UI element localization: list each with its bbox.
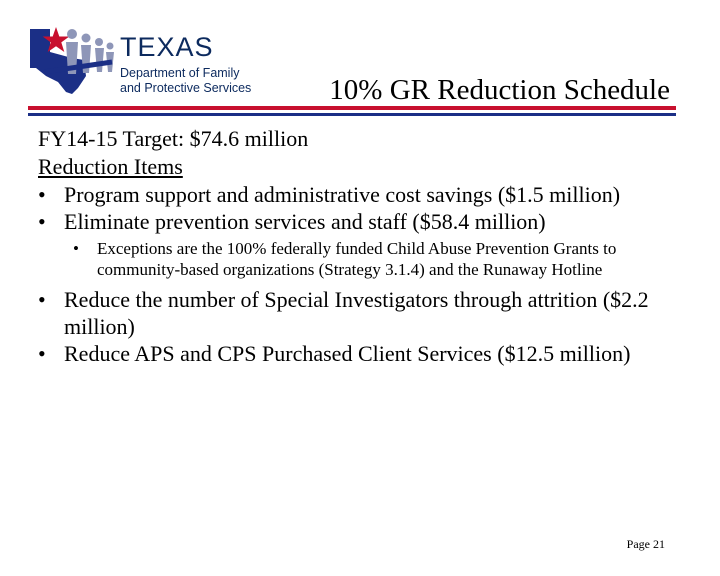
target-line: FY14-15 Target: $74.6 million	[38, 126, 309, 151]
slide-body	[38, 125, 678, 367]
list-item	[38, 208, 678, 235]
list-item-text: Eliminate prevention services and staff ($58.4 million)	[64, 209, 546, 234]
logo-line-services: and Protective Services	[120, 81, 252, 95]
list-item	[38, 340, 678, 367]
list-item	[38, 181, 678, 208]
bullet-icon: •	[38, 341, 46, 366]
bullet-icon: •	[73, 239, 79, 258]
logo-title: TEXAS	[120, 32, 214, 62]
title-rule-blue	[28, 113, 676, 116]
logo-line-department: Department of Family	[120, 66, 240, 80]
texas-family-emblem	[28, 24, 118, 104]
list-item-text: Reduce APS and CPS Purchased Client Services ($12.5 million)	[64, 341, 631, 366]
list-item-text: Reduce the number of Special Investigators through attrition ($2.2 million)	[64, 287, 649, 339]
dfps-logo	[28, 24, 278, 104]
reduction-list	[38, 181, 678, 367]
list-item-text: Program support and administrative cost savings ($1.5 million)	[64, 182, 621, 207]
sub-list-item-text: Exceptions are the 100% federally funded Child Abuse Prevention Grants to community-based organizations (Strategy 3.1.4) and the Runaway Hotline	[97, 239, 617, 279]
bullet-icon: •	[38, 287, 46, 312]
section-heading: Reduction Items	[38, 154, 183, 179]
title-rule-red	[28, 106, 676, 110]
list-item	[38, 286, 678, 340]
bullet-icon: •	[38, 209, 46, 234]
sub-list-item	[38, 238, 678, 280]
page-number: Page 21	[626, 537, 665, 551]
slide-title: 10% GR Reduction Schedule	[329, 74, 670, 106]
bullet-icon: •	[38, 182, 46, 207]
